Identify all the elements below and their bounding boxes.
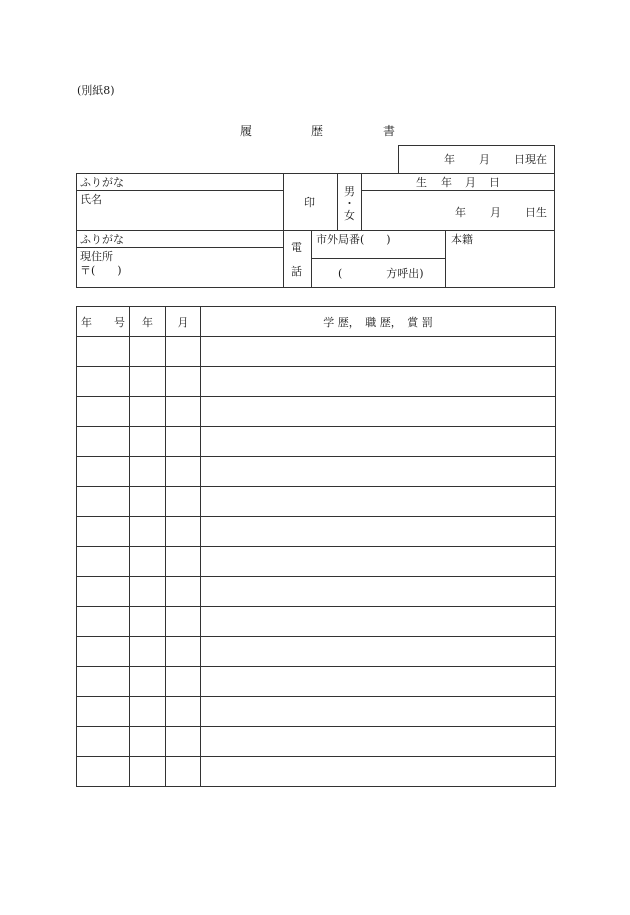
era-cell[interactable]	[77, 697, 130, 727]
era-cell[interactable]	[77, 427, 130, 457]
address-furigana-divider	[76, 247, 283, 248]
month-cell[interactable]	[166, 397, 201, 427]
date-box-top	[398, 145, 555, 146]
table-row	[77, 667, 556, 697]
table-row	[77, 457, 556, 487]
address-furigana-label: ふりがな	[80, 233, 124, 246]
content-cell[interactable]	[201, 487, 556, 517]
date-box-left	[398, 145, 399, 173]
postal-code-label[interactable]: 〒( )	[80, 264, 122, 277]
month-cell[interactable]	[166, 697, 201, 727]
era-cell[interactable]	[77, 577, 130, 607]
month-cell[interactable]	[166, 607, 201, 637]
address-bottom	[76, 287, 555, 288]
phone-label-1: 電	[291, 241, 302, 254]
year-cell[interactable]	[130, 697, 166, 727]
phone-label-2: 話	[291, 265, 302, 278]
month-cell[interactable]	[166, 337, 201, 367]
birth-header-4: 日	[489, 176, 500, 189]
era-cell[interactable]	[77, 487, 130, 517]
era-cell[interactable]	[77, 727, 130, 757]
domicile-label: 本籍	[451, 233, 473, 246]
table-row	[77, 697, 556, 727]
birth-year[interactable]: 年	[455, 206, 466, 219]
content-cell[interactable]	[201, 577, 556, 607]
table-row	[77, 757, 556, 787]
seal-right-divider	[337, 173, 338, 230]
table-row	[77, 427, 556, 457]
header-content: 学 歴， 職 歴， 賞 罰	[201, 307, 556, 337]
header-year: 年	[130, 307, 166, 337]
year-cell[interactable]	[130, 367, 166, 397]
furigana-divider	[76, 190, 283, 191]
month-cell[interactable]	[166, 367, 201, 397]
year-cell[interactable]	[130, 637, 166, 667]
year-cell[interactable]	[130, 727, 166, 757]
seal-label: 印	[304, 196, 315, 209]
year-cell[interactable]	[130, 427, 166, 457]
birth-header-2: 年	[441, 176, 452, 189]
date-year[interactable]: 年	[444, 153, 455, 166]
era-cell[interactable]	[77, 607, 130, 637]
table-row	[77, 367, 556, 397]
furigana-field[interactable]	[78, 180, 218, 189]
table-row	[77, 547, 556, 577]
era-cell[interactable]	[77, 367, 130, 397]
era-cell[interactable]	[77, 757, 130, 787]
month-cell[interactable]	[166, 427, 201, 457]
content-cell[interactable]	[201, 457, 556, 487]
year-cell[interactable]	[130, 667, 166, 697]
month-cell[interactable]	[166, 517, 201, 547]
month-cell[interactable]	[166, 457, 201, 487]
content-cell[interactable]	[201, 637, 556, 667]
month-cell[interactable]	[166, 727, 201, 757]
year-cell[interactable]	[130, 607, 166, 637]
callout-label[interactable]: ( 方呼出)	[338, 267, 424, 280]
content-cell[interactable]	[201, 667, 556, 697]
table-row	[77, 517, 556, 547]
era-cell[interactable]	[77, 547, 130, 577]
domicile-divider	[445, 230, 446, 288]
sex-dot: ・	[344, 197, 355, 210]
era-cell[interactable]	[77, 397, 130, 427]
content-cell[interactable]	[201, 517, 556, 547]
table-row	[77, 607, 556, 637]
name-field[interactable]	[78, 204, 281, 228]
content-cell[interactable]	[201, 697, 556, 727]
personal-top	[76, 173, 555, 174]
year-cell[interactable]	[130, 757, 166, 787]
year-cell[interactable]	[130, 547, 166, 577]
sex-right-divider	[361, 173, 362, 230]
name-label: 氏名	[80, 193, 102, 206]
area-code-label[interactable]: 市外局番( )	[316, 233, 391, 246]
title-char-3: 書	[383, 124, 396, 138]
content-cell[interactable]	[201, 367, 556, 397]
year-cell[interactable]	[130, 577, 166, 607]
phone-divider	[311, 258, 445, 259]
phone-label-divider	[311, 230, 312, 288]
month-cell[interactable]	[166, 667, 201, 697]
table-row	[77, 337, 556, 367]
table-row	[77, 727, 556, 757]
birth-header-1: 生	[416, 176, 427, 189]
year-cell[interactable]	[130, 337, 166, 367]
title-char-1: 履	[240, 124, 253, 138]
table-row	[77, 397, 556, 427]
month-cell[interactable]	[166, 547, 201, 577]
era-cell[interactable]	[77, 637, 130, 667]
table-row	[77, 637, 556, 667]
date-month[interactable]: 月	[479, 153, 490, 166]
month-cell[interactable]	[166, 487, 201, 517]
history-header-row	[77, 307, 556, 337]
month-cell[interactable]	[166, 637, 201, 667]
sex-male[interactable]: 男	[344, 185, 355, 198]
month-cell[interactable]	[166, 757, 201, 787]
era-cell[interactable]	[77, 667, 130, 697]
furigana-label: ふりがな	[80, 176, 124, 189]
birth-day[interactable]: 日生	[525, 206, 547, 219]
content-cell[interactable]	[201, 727, 556, 757]
birth-month[interactable]: 月	[490, 206, 501, 219]
table-row	[77, 487, 556, 517]
birth-header-3: 月	[465, 176, 476, 189]
header-era: 年 号	[77, 307, 130, 337]
era-cell[interactable]	[77, 457, 130, 487]
content-cell[interactable]	[201, 607, 556, 637]
month-cell[interactable]	[166, 577, 201, 607]
name-right-divider	[283, 173, 284, 288]
birth-divider	[361, 190, 555, 191]
content-cell[interactable]	[201, 547, 556, 577]
year-cell[interactable]	[130, 487, 166, 517]
form-right-border	[554, 145, 555, 288]
era-cell[interactable]	[77, 517, 130, 547]
year-cell[interactable]	[130, 517, 166, 547]
content-cell[interactable]	[201, 757, 556, 787]
history-table	[76, 306, 556, 787]
content-cell[interactable]	[201, 337, 556, 367]
personal-bottom	[76, 230, 555, 231]
table-row	[77, 577, 556, 607]
appendix-label: (別紙8)	[77, 84, 115, 97]
era-cell[interactable]	[77, 337, 130, 367]
date-day-as-of[interactable]: 日現在	[514, 153, 547, 166]
year-cell[interactable]	[130, 397, 166, 427]
header-month: 月	[166, 307, 201, 337]
title-char-2: 歴	[311, 124, 324, 138]
year-cell[interactable]	[130, 457, 166, 487]
content-cell[interactable]	[201, 427, 556, 457]
address-label: 現住所	[80, 250, 113, 263]
content-cell[interactable]	[201, 397, 556, 427]
sex-female[interactable]: 女	[344, 209, 355, 222]
